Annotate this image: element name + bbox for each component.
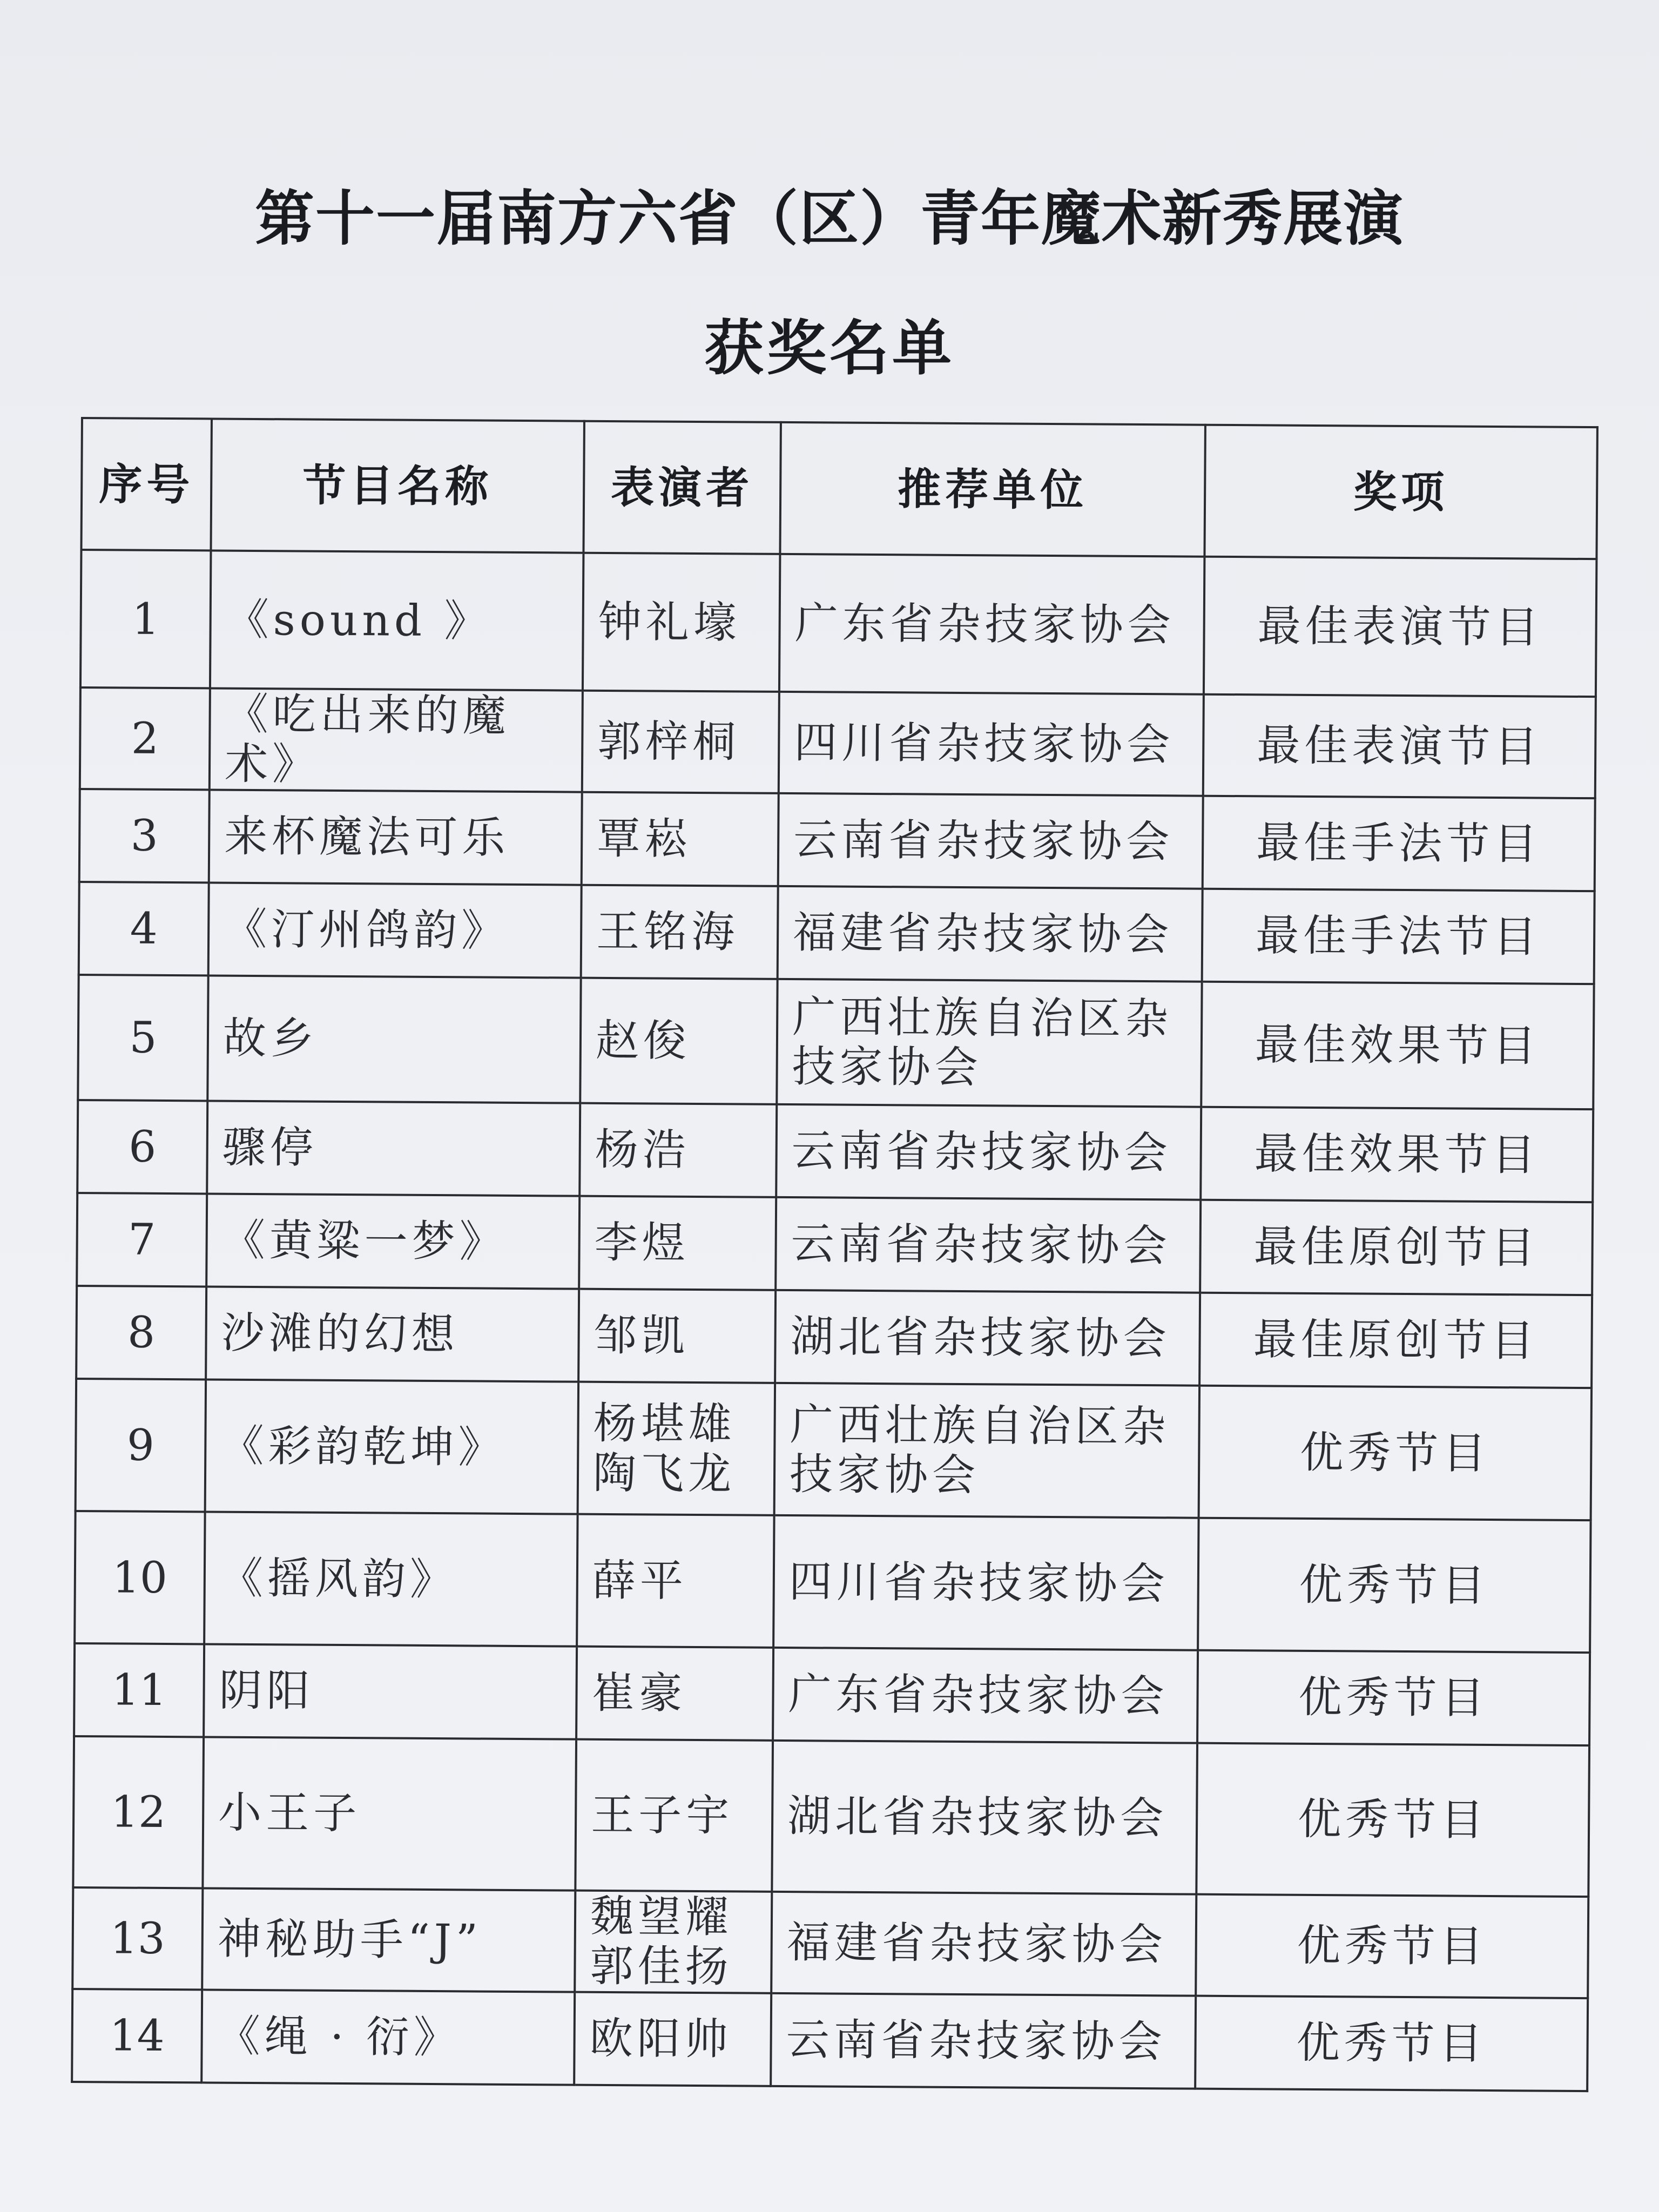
cell-number: 4 bbox=[79, 882, 209, 975]
table-body bbox=[72, 550, 1596, 2091]
table-row bbox=[79, 882, 1595, 984]
table-row bbox=[73, 1736, 1589, 1897]
cell-program-name: 阴阳 bbox=[204, 1644, 577, 1739]
performer-name: 邹凯 bbox=[594, 1310, 689, 1361]
cell-number: 5 bbox=[78, 975, 208, 1101]
cell-number: 13 bbox=[72, 1887, 203, 1990]
cell-performers bbox=[576, 1647, 773, 1741]
cell-program-name: 小王子 bbox=[203, 1737, 576, 1890]
cell-program-name: 骤停 bbox=[207, 1101, 580, 1196]
table-header-row bbox=[81, 418, 1597, 559]
cell-award: 最佳表演节目 bbox=[1204, 557, 1597, 697]
cell-number: 6 bbox=[77, 1100, 207, 1193]
cell-recommending-unit: 四川省杂技家协会 bbox=[773, 1515, 1198, 1650]
performer-name: 陶飞龙 bbox=[592, 1447, 736, 1499]
cell-award: 最佳手法节目 bbox=[1202, 889, 1595, 984]
cell-award: 优秀节目 bbox=[1198, 1518, 1590, 1653]
table-row bbox=[77, 1193, 1593, 1295]
cell-program-name: 《吃出来的魔术》 bbox=[210, 688, 583, 792]
performer-name: 崔豪 bbox=[591, 1667, 687, 1718]
cell-performers bbox=[582, 691, 779, 793]
table-row bbox=[77, 1100, 1593, 1202]
cell-performers bbox=[578, 1382, 775, 1515]
cell-performers bbox=[574, 1992, 771, 2086]
cell-award: 最佳表演节目 bbox=[1203, 694, 1596, 798]
performer-name: 薛平 bbox=[592, 1555, 688, 1606]
cell-recommending-unit: 广西壮族自治区杂技家协会 bbox=[774, 1383, 1199, 1518]
cell-recommending-unit: 云南省杂技家协会 bbox=[776, 1104, 1201, 1200]
cell-recommending-unit: 云南省杂技家协会 bbox=[771, 1993, 1196, 2089]
cell-program-name: 故乡 bbox=[207, 975, 581, 1103]
cell-performers bbox=[575, 1891, 772, 1993]
cell-recommending-unit: 云南省杂技家协会 bbox=[778, 793, 1203, 889]
cell-performers bbox=[579, 1103, 777, 1197]
cell-program-name: 来杯魔法可乐 bbox=[209, 790, 582, 885]
table-row bbox=[74, 1643, 1590, 1745]
cell-award: 优秀节目 bbox=[1197, 1650, 1590, 1745]
table-row bbox=[76, 1379, 1591, 1520]
table-row bbox=[76, 1286, 1592, 1388]
cell-performers bbox=[582, 792, 779, 886]
cell-number: 10 bbox=[75, 1511, 205, 1644]
cell-recommending-unit: 湖北省杂技家协会 bbox=[775, 1290, 1200, 1386]
cell-performers bbox=[579, 1196, 776, 1290]
awards-table bbox=[71, 417, 1599, 2092]
cell-performers bbox=[583, 553, 780, 692]
performer-name: 李煜 bbox=[594, 1217, 690, 1268]
table-row bbox=[79, 789, 1595, 891]
performer-name: 赵俊 bbox=[595, 1015, 691, 1066]
performer-name: 杨浩 bbox=[595, 1124, 691, 1175]
cell-award: 优秀节目 bbox=[1195, 1996, 1588, 2091]
performer-name: 郭梓桐 bbox=[597, 716, 740, 767]
cell-program-name: 神秘助手“J” bbox=[202, 1888, 575, 1992]
cell-program-name: 《绳 · 衍》 bbox=[201, 1990, 575, 2085]
cell-recommending-unit: 四川省杂技家协会 bbox=[779, 692, 1204, 796]
table-row bbox=[75, 1511, 1590, 1653]
cell-number: 12 bbox=[73, 1736, 204, 1888]
cell-number: 11 bbox=[74, 1643, 204, 1737]
cell-program-name: 沙滩的幻想 bbox=[206, 1286, 579, 1381]
cell-number: 7 bbox=[77, 1193, 207, 1286]
cell-performers bbox=[575, 1739, 773, 1892]
cell-program-name: 《黄粱一梦》 bbox=[206, 1193, 579, 1289]
performer-name: 王铭海 bbox=[596, 906, 739, 957]
performer-name: 魏望耀 bbox=[590, 1891, 733, 1943]
table-row bbox=[80, 687, 1596, 798]
cell-program-name: 《摇风韵》 bbox=[204, 1512, 577, 1646]
cell-recommending-unit: 云南省杂技家协会 bbox=[775, 1197, 1201, 1293]
performer-name: 王子宇 bbox=[590, 1789, 734, 1841]
cell-recommending-unit: 福建省杂技家协会 bbox=[778, 886, 1203, 982]
cell-award: 优秀节目 bbox=[1199, 1386, 1591, 1520]
cell-number: 14 bbox=[72, 1989, 202, 2082]
header-award: 奖项 bbox=[1204, 425, 1597, 559]
table-row bbox=[72, 1887, 1588, 1998]
performer-name: 欧阳帅 bbox=[589, 2013, 732, 2065]
header-number: 序号 bbox=[81, 418, 211, 550]
performer-name: 杨堪雄 bbox=[593, 1398, 736, 1449]
cell-performers bbox=[577, 1514, 774, 1648]
cell-award: 最佳原创节目 bbox=[1200, 1200, 1593, 1295]
header-program-name: 节目名称 bbox=[211, 419, 584, 552]
cell-award: 最佳效果节目 bbox=[1201, 982, 1594, 1109]
cell-program-name: 《sound 》 bbox=[210, 550, 584, 690]
cell-recommending-unit: 福建省杂技家协会 bbox=[771, 1892, 1196, 1996]
performer-name: 钟礼壕 bbox=[598, 596, 741, 648]
cell-number: 1 bbox=[80, 550, 211, 688]
cell-award: 最佳效果节目 bbox=[1201, 1107, 1593, 1202]
document-subtitle: 获奖名单 bbox=[704, 313, 955, 383]
cell-award: 优秀节目 bbox=[1196, 1894, 1588, 1998]
header-performer: 表演者 bbox=[583, 421, 780, 554]
performer-name: 覃崧 bbox=[596, 813, 692, 864]
cell-performers bbox=[581, 885, 778, 979]
cell-performers bbox=[578, 1289, 775, 1383]
cell-number: 8 bbox=[76, 1286, 206, 1379]
performer-name: 郭佳扬 bbox=[590, 1940, 733, 1992]
cell-number: 3 bbox=[79, 789, 210, 882]
header-recommending-unit: 推荐单位 bbox=[780, 422, 1205, 557]
cell-performers bbox=[580, 978, 777, 1104]
cell-award: 最佳原创节目 bbox=[1199, 1293, 1592, 1388]
table-row bbox=[80, 550, 1597, 697]
cell-award: 优秀节目 bbox=[1196, 1743, 1589, 1897]
cell-award: 最佳手法节目 bbox=[1203, 796, 1595, 891]
cell-number: 9 bbox=[76, 1379, 206, 1512]
table-row bbox=[72, 1989, 1588, 2091]
cell-program-name: 《汀州鸽韵》 bbox=[208, 882, 582, 977]
cell-number: 2 bbox=[80, 687, 210, 790]
cell-recommending-unit: 湖北省杂技家协会 bbox=[772, 1741, 1197, 1894]
document-title: 第十一届南方六省（区）青年魔术新秀展演 bbox=[255, 184, 1404, 253]
cell-recommending-unit: 广东省杂技家协会 bbox=[779, 554, 1205, 694]
cell-program-name: 《彩韵乾坤》 bbox=[205, 1379, 578, 1514]
cell-recommending-unit: 广东省杂技家协会 bbox=[773, 1648, 1198, 1743]
cell-recommending-unit: 广西壮族自治区杂技家协会 bbox=[777, 979, 1202, 1107]
table-row bbox=[78, 975, 1594, 1109]
